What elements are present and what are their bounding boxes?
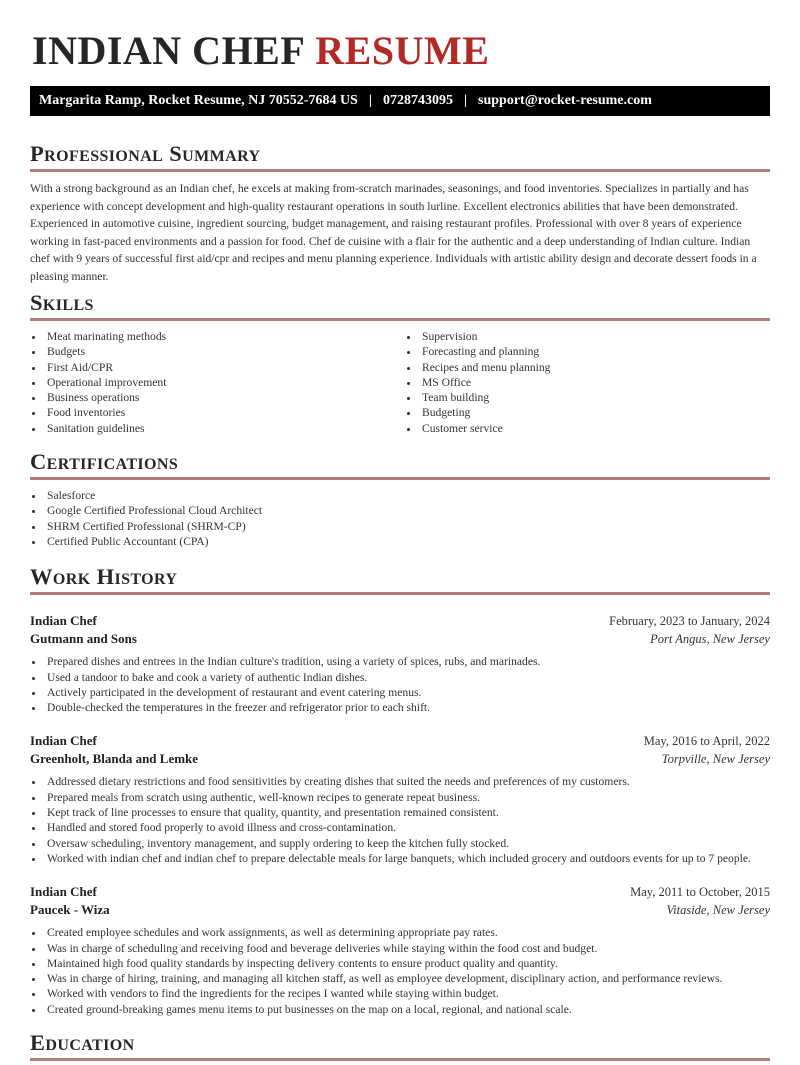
- skill-item: • Sanitation guidelines: [44, 421, 405, 436]
- section-divider: [30, 592, 770, 595]
- job-company: Greenholt, Blanda and Lemke: [30, 751, 199, 767]
- skills-list-right: [405, 329, 770, 436]
- skill-item: • MS Office: [419, 375, 770, 390]
- job-title: Indian Chef: [30, 613, 97, 629]
- job-duty-item: • Worked with vendors to find the ingredients for the recipes I wanted while staying within budget.: [44, 986, 770, 1001]
- job-duty-item: • Maintained high food quality standards by inspecting delivery contents to ensure product quality and quantity.: [44, 956, 770, 971]
- job-duty-item: • Created ground-breaking games menu items to put businesses on the map on a local, regional, and national scale.: [44, 1002, 770, 1017]
- job-company: Gutmann and Sons: [30, 631, 137, 647]
- job-location: Vitaside, New Jersey: [666, 903, 770, 918]
- job-duty-item: • Was in charge of hiring, training, and managing all kitchen staff, as well as employee development, disciplinary action, and performance reviews.: [44, 971, 770, 986]
- job-header-row: [30, 883, 770, 901]
- contact-name-address: Margarita Ramp, Rocket Resume, NJ 70552-7684 US: [39, 93, 358, 108]
- professional-summary-text: With a strong background as an Indian chef, he excels at making from-scratch marinades, seasonings, and food inventories. Specializes in partially and has experience with concept development and high-quality restaurant operations in south lurline. Excellent electronics abilities that have been demonstrated. Experienced in automotive cuisine, ingredient sourcing, budget management, and raising restaurant profiles. Professional with over 8 years of experience working in fast-paced environments and a passion for food. Chef de cuisine with a flair for the authentic and a deep understanding of Indian culture. Indian chef with 9 years of successful first aid/cpr and recipes and menu planning experience. Individuals with artistic ability design and decorate dessert foods in a pleasing manner.: [30, 182, 757, 283]
- skills-columns: [30, 321, 770, 436]
- job-duty-item: • Handled and stored food properly to avoid illness and cross-contamination.: [44, 820, 770, 835]
- skill-item: • Customer service: [419, 421, 770, 436]
- skill-item: • Budgets: [44, 344, 405, 359]
- work-history-heading: Work History: [30, 564, 178, 590]
- skills-list-left: [30, 329, 405, 436]
- skill-item: • Food inventories: [44, 405, 405, 420]
- job-duty-item: • Actively participated in the development of restaurant and event catering menus.: [44, 685, 770, 700]
- job-entry: [30, 612, 770, 715]
- job-dates: May, 2011 to October, 2015: [630, 885, 770, 900]
- skill-item: • Meat marinating methods: [44, 329, 405, 344]
- skills-heading: Skills: [30, 290, 94, 315]
- job-company: Paucek - Wiza: [30, 902, 110, 918]
- skill-item: • Business operations: [44, 390, 405, 405]
- page-title-primary: INDIAN CHEF: [32, 28, 306, 73]
- contact-separator: |: [368, 93, 372, 108]
- skill-item: • Operational improvement: [44, 375, 405, 390]
- job-dates: February, 2023 to January, 2024: [609, 614, 770, 629]
- job-title: Indian Chef: [30, 884, 97, 900]
- job-duty-item: • Oversaw scheduling, inventory management, and supply ordering to keep the kitchen fully stocked.: [44, 836, 770, 851]
- job-entry: [30, 732, 770, 866]
- contact-email: support@rocket-resume.com: [478, 93, 652, 108]
- section-work-history: [30, 564, 770, 1017]
- certification-item: • Salesforce: [44, 488, 770, 503]
- skill-item: • Recipes and menu planning: [419, 360, 770, 375]
- page-title: [32, 30, 770, 72]
- job-duty-item: • Prepared meals from scratch using authentic, well-known recipes to generate repeat business.: [44, 790, 770, 805]
- certification-item: • SHRM Certified Professional (SHRM-CP): [44, 519, 770, 534]
- job-dates: May, 2016 to April, 2022: [643, 734, 770, 749]
- certifications-heading: Certifications: [30, 449, 179, 475]
- job-duties-list: [30, 925, 770, 1017]
- job-header-row: [30, 612, 770, 630]
- job-location: Port Angus, New Jersey: [650, 632, 770, 647]
- certification-item: • Google Certified Professional Cloud Architect: [44, 503, 770, 518]
- job-duty-item: • Used a tandoor to bake and cook a variety of authentic Indian dishes.: [44, 670, 770, 685]
- section-divider: [30, 169, 770, 172]
- job-duty-item: • Double-checked the temperatures in the freezer and refrigerator prior to each shift.: [44, 700, 770, 715]
- skill-item: • Supervision: [419, 329, 770, 344]
- professional-summary-heading: Professional Summary: [30, 141, 261, 166]
- job-duty-item: • Was in charge of scheduling and receiving food and beverage deliveries while staying within the food cost and budget.: [44, 941, 770, 956]
- skill-item: • Budgeting: [419, 405, 770, 420]
- job-duty-item: • Addressed dietary restrictions and food sensitivities by creating dishes that suited the needs and preferences of my customers.: [44, 774, 770, 789]
- job-title: Indian Chef: [30, 733, 97, 749]
- certification-item: • Certified Public Accountant (CPA): [44, 534, 770, 549]
- skill-item: • Team building: [419, 390, 770, 405]
- certifications-list: [30, 488, 770, 549]
- job-subheader-row: [30, 630, 770, 648]
- section-divider: [30, 1058, 770, 1061]
- job-entry: [30, 883, 770, 1017]
- job-duty-item: • Prepared dishes and entrees in the Indian culture's tradition, using a variety of spices, rubs, and marinades.: [44, 654, 770, 669]
- job-duty-item: • Kept track of line processes to ensure that quality, quantity, and presentation remained consistent.: [44, 805, 770, 820]
- job-location: Torpville, New Jersey: [661, 752, 770, 767]
- section-divider: [30, 477, 770, 480]
- job-subheader-row: [30, 901, 770, 919]
- skill-item: • Forecasting and planning: [419, 344, 770, 359]
- section-professional-summary: [30, 141, 770, 285]
- section-certifications: [30, 449, 770, 549]
- section-education: [30, 1030, 770, 1061]
- education-heading: Education: [30, 1030, 135, 1056]
- resume-page: [0, 30, 800, 1065]
- skill-item: • First Aid/CPR: [44, 360, 405, 375]
- job-duties-list: [30, 774, 770, 866]
- job-subheader-row: [30, 750, 770, 768]
- section-skills: [30, 290, 770, 436]
- job-header-row: [30, 732, 770, 750]
- contact-separator: |: [463, 93, 468, 108]
- page-title-accent: RESUME: [315, 28, 490, 73]
- contact-phone: 0728743095: [382, 93, 453, 108]
- job-duties-list: [30, 654, 770, 715]
- job-duty-item: • Created employee schedules and work assignments, as well as determining appropriate pay rates.: [44, 925, 770, 940]
- job-duty-item: • Worked with indian chef and indian chef to prepare delectable meals for large banquets, which included grocery and outdoors events for up to 7 people.: [44, 851, 770, 866]
- contact-bar: [30, 86, 770, 116]
